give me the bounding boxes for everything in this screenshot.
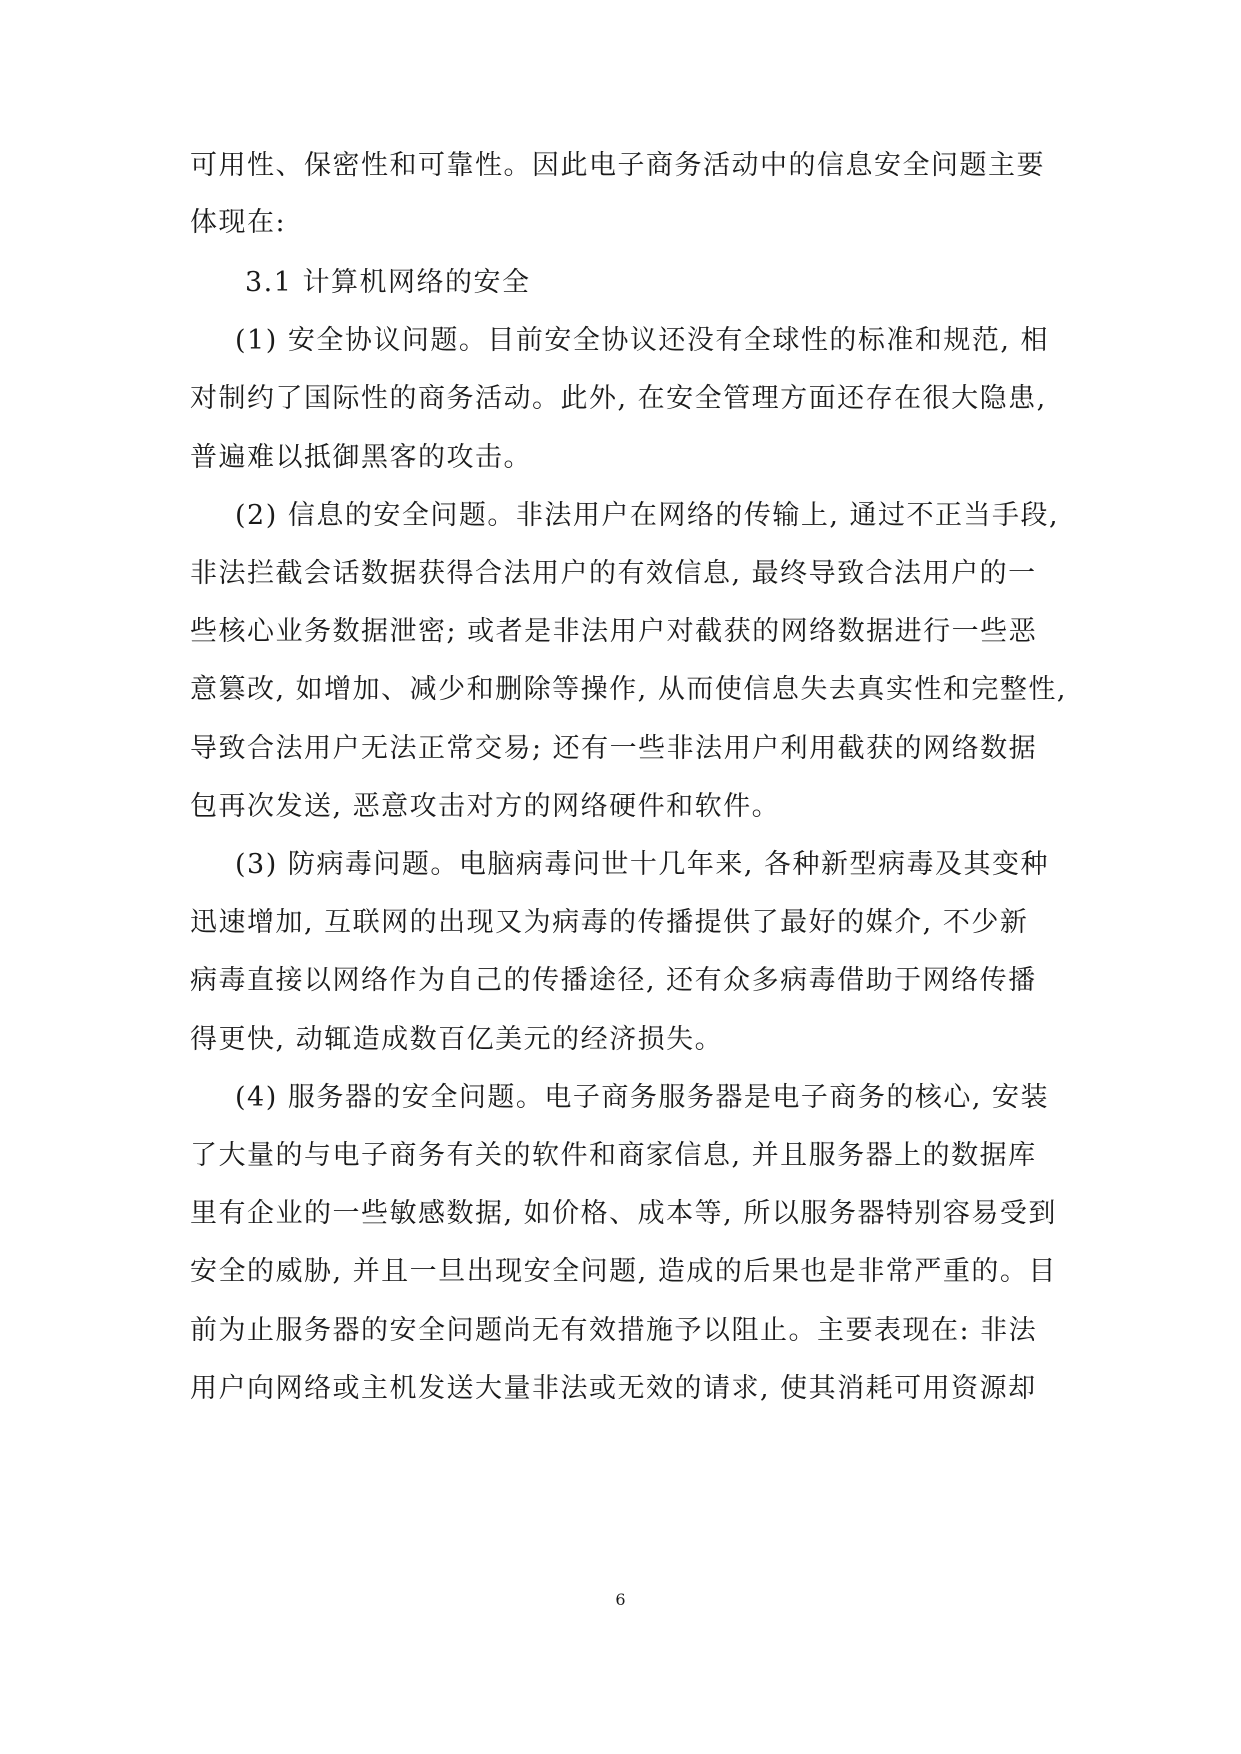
text-line: 非法拦截会话数据获得合法用户的有效信息, 最终导致合法用户的一 <box>190 558 1037 589</box>
text-line: 包再次发送, 恶意攻击对方的网络硬件和软件。 <box>190 791 781 822</box>
text-line: 意篡改, 如增加、减少和删除等操作, 从而使信息失去真实性和完整性, <box>190 674 1067 705</box>
text-line: 病毒直接以网络作为自己的传播途径, 还有众多病毒借助于网络传播 <box>190 965 1037 996</box>
page-number: 6 <box>615 1590 626 1609</box>
text-line: 得更快, 动辄造成数百亿美元的经济损失。 <box>190 1024 724 1055</box>
text-line: 了大量的与电子商务有关的软件和商家信息, 并且服务器上的数据库 <box>190 1140 1037 1171</box>
text-line: (4) 服务器的安全问题。电子商务服务器是电子商务的核心, 安装 <box>235 1082 1049 1113</box>
section-heading: 3.1 计算机网络的安全 <box>245 267 531 298</box>
text-line: 体现在: <box>190 207 287 238</box>
text-line: 导致合法用户无法正常交易; 还有一些非法用户利用截获的网络数据 <box>190 733 1038 764</box>
text-line: 迅速增加, 互联网的出现又为病毒的传播提供了最好的媒介, 不少新 <box>190 907 1029 938</box>
text-line: (3) 防病毒问题。电脑病毒问世十几年来, 各种新型病毒及其变种 <box>235 849 1049 880</box>
text-line: (2) 信息的安全问题。非法用户在网络的传输上, 通过不正当手段, <box>235 500 1060 531</box>
text-line: 里有企业的一些敏感数据, 如价格、成本等, 所以服务器特别容易受到 <box>190 1198 1057 1229</box>
text-line: 安全的威胁, 并且一旦出现安全问题, 造成的后果也是非常严重的。目 <box>190 1256 1057 1287</box>
text-line: 普遍难以抵御黑客的攻击。 <box>190 442 532 473</box>
text-line: 前为止服务器的安全问题尚无有效措施予以阻止。主要表现在: 非法 <box>190 1315 1038 1346</box>
text-line: 对制约了国际性的商务活动。此外, 在安全管理方面还存在很大隐患, <box>190 383 1047 414</box>
text-line: 可用性、保密性和可靠性。因此电子商务活动中的信息安全问题主要 <box>190 150 1045 181</box>
text-line: (1) 安全协议问题。目前安全协议还没有全球性的标准和规范, 相 <box>235 325 1049 356</box>
text-line: 用户向网络或主机发送大量非法或无效的请求, 使其消耗可用资源却 <box>190 1373 1037 1404</box>
text-line: 些核心业务数据泄密; 或者是非法用户对截获的网络数据进行一些恶 <box>190 616 1038 647</box>
